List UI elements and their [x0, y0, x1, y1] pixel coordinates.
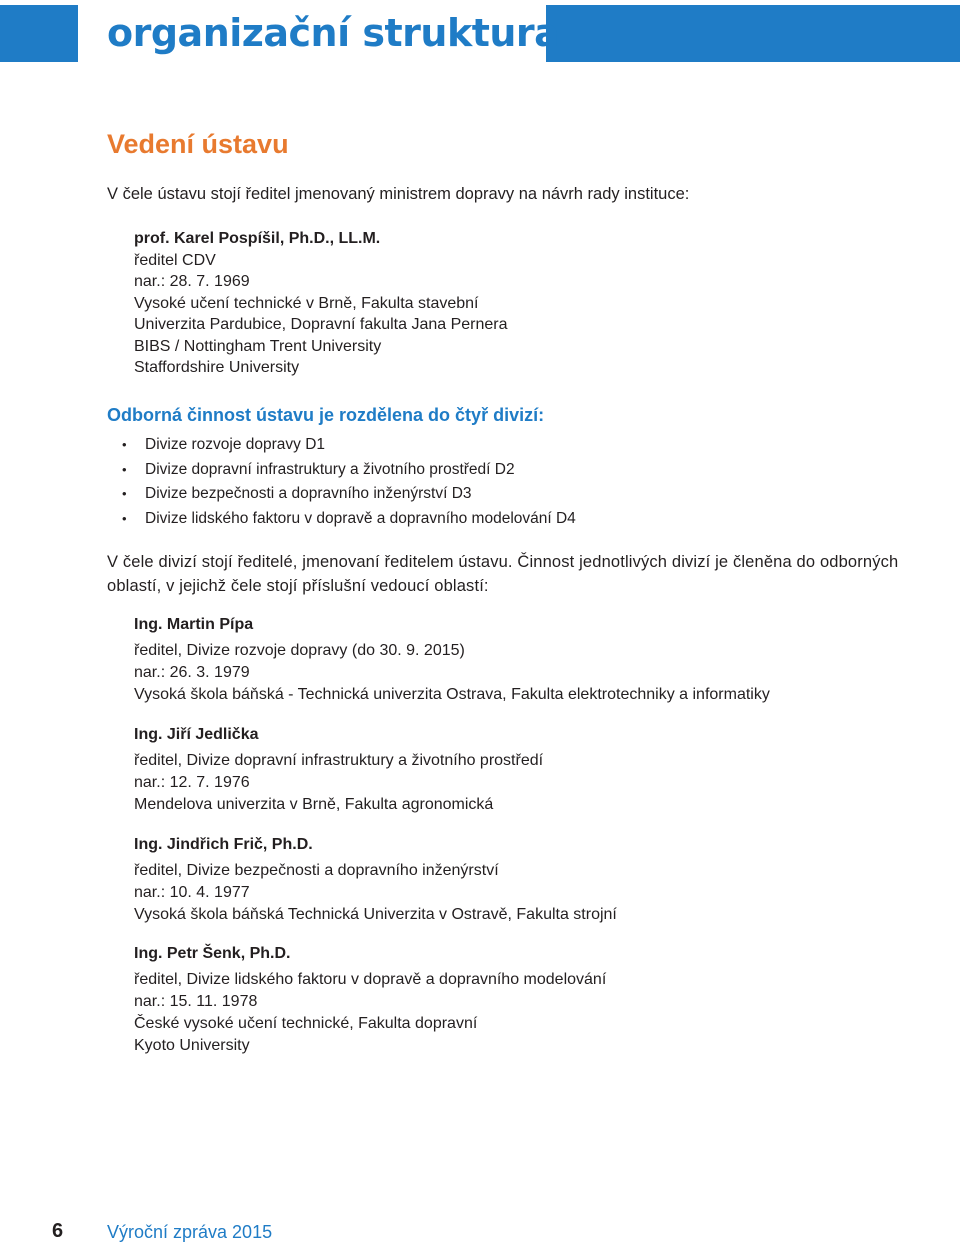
head-line: Vysoká škola báňská - Technická univerzita Ostrava, Fakulta elektrotechniky a informatiky — [134, 686, 770, 703]
head-block-d2 — [134, 724, 543, 816]
division-item: • Divize dopravní infrastruktury a životního prostředí D2 — [122, 458, 576, 483]
director-line: Staffordshire University — [134, 359, 300, 376]
head-line: Vysoká škola báňská Technická Univerzita v Ostravě, Fakulta strojní — [134, 906, 617, 923]
footer-title: Výroční zpráva 2015 — [107, 1222, 273, 1242]
section-title: Vedení ústavu — [107, 129, 289, 159]
director-block — [134, 228, 508, 379]
page-title: organizační struktura — [107, 11, 560, 55]
head-line: ředitel, Divize lidského faktoru v dopravě a dopravního modelování — [134, 971, 607, 988]
director-name: prof. Karel Pospíšil, Ph.D., LL.M. — [134, 230, 381, 247]
divisions-heading: Odborná činnost ústavu je rozdělena do čtyř divizí: — [107, 405, 545, 425]
divisions-list — [122, 433, 576, 531]
head-line: ředitel, Divize dopravní infrastruktury a životního prostředí — [134, 752, 544, 769]
head-name: Ing. Petr Šenk, Ph.D. — [134, 945, 291, 962]
head-name: Ing. Jiří Jedlička — [134, 726, 259, 743]
head-name: Ing. Martin Pípa — [134, 616, 254, 633]
page-number: 6 — [52, 1220, 64, 1242]
head-line: nar.: 10. 4. 1977 — [134, 884, 250, 901]
division-item: • Divize bezpečnosti a dopravního inženýrství D3 — [122, 482, 576, 507]
head-line: Kyoto University — [134, 1037, 250, 1054]
intro-text: V čele ústavu stojí ředitel jmenovaný ministrem dopravy na návrh rady instituce: — [107, 185, 690, 203]
director-line: nar.: 28. 7. 1969 — [134, 273, 250, 290]
head-line: Mendelova univerzita v Brně, Fakulta agronomická — [134, 796, 494, 813]
head-block-d4 — [134, 943, 606, 1057]
head-line: České vysoké učení technické, Fakulta dopravní — [134, 1015, 478, 1032]
division-item: • Divize rozvoje dopravy D1 — [122, 433, 576, 458]
head-line: nar.: 15. 11. 1978 — [134, 993, 258, 1010]
header-bar-left — [0, 5, 78, 62]
director-line: ředitel CDV — [134, 251, 216, 269]
head-line: ředitel, Divize bezpečnosti a dopravního inženýrství — [134, 862, 499, 879]
header-bar-right — [546, 5, 960, 62]
head-line: nar.: 12. 7. 1976 — [134, 774, 250, 791]
head-block-d3 — [134, 834, 617, 926]
head-line: nar.: 26. 3. 1979 — [134, 664, 250, 681]
division-item: • Divize lidského faktoru v dopravě a dopravního modelování D4 — [122, 507, 576, 532]
head-block-d1 — [134, 614, 770, 706]
director-line: BIBS / Nottingham Trent University — [134, 337, 382, 355]
director-line: Univerzita Pardubice, Dopravní fakulta Jana Pernera — [134, 316, 508, 333]
head-line: ředitel, Divize rozvoje dopravy (do 30. 9. 2015) — [134, 642, 465, 659]
divisions-paragraph: V čele divizí stojí ředitelé, jmenovaní ředitelem ústavu. Činnost jednotlivých divizí je členěna do odborných oblastí, v jejichž čele stojí příslušní vedoucí oblastí: — [107, 553, 899, 595]
head-name: Ing. Jindřich Frič, Ph.D. — [134, 836, 313, 853]
director-line: Vysoké učení technické v Brně, Fakulta stavební — [134, 294, 479, 312]
